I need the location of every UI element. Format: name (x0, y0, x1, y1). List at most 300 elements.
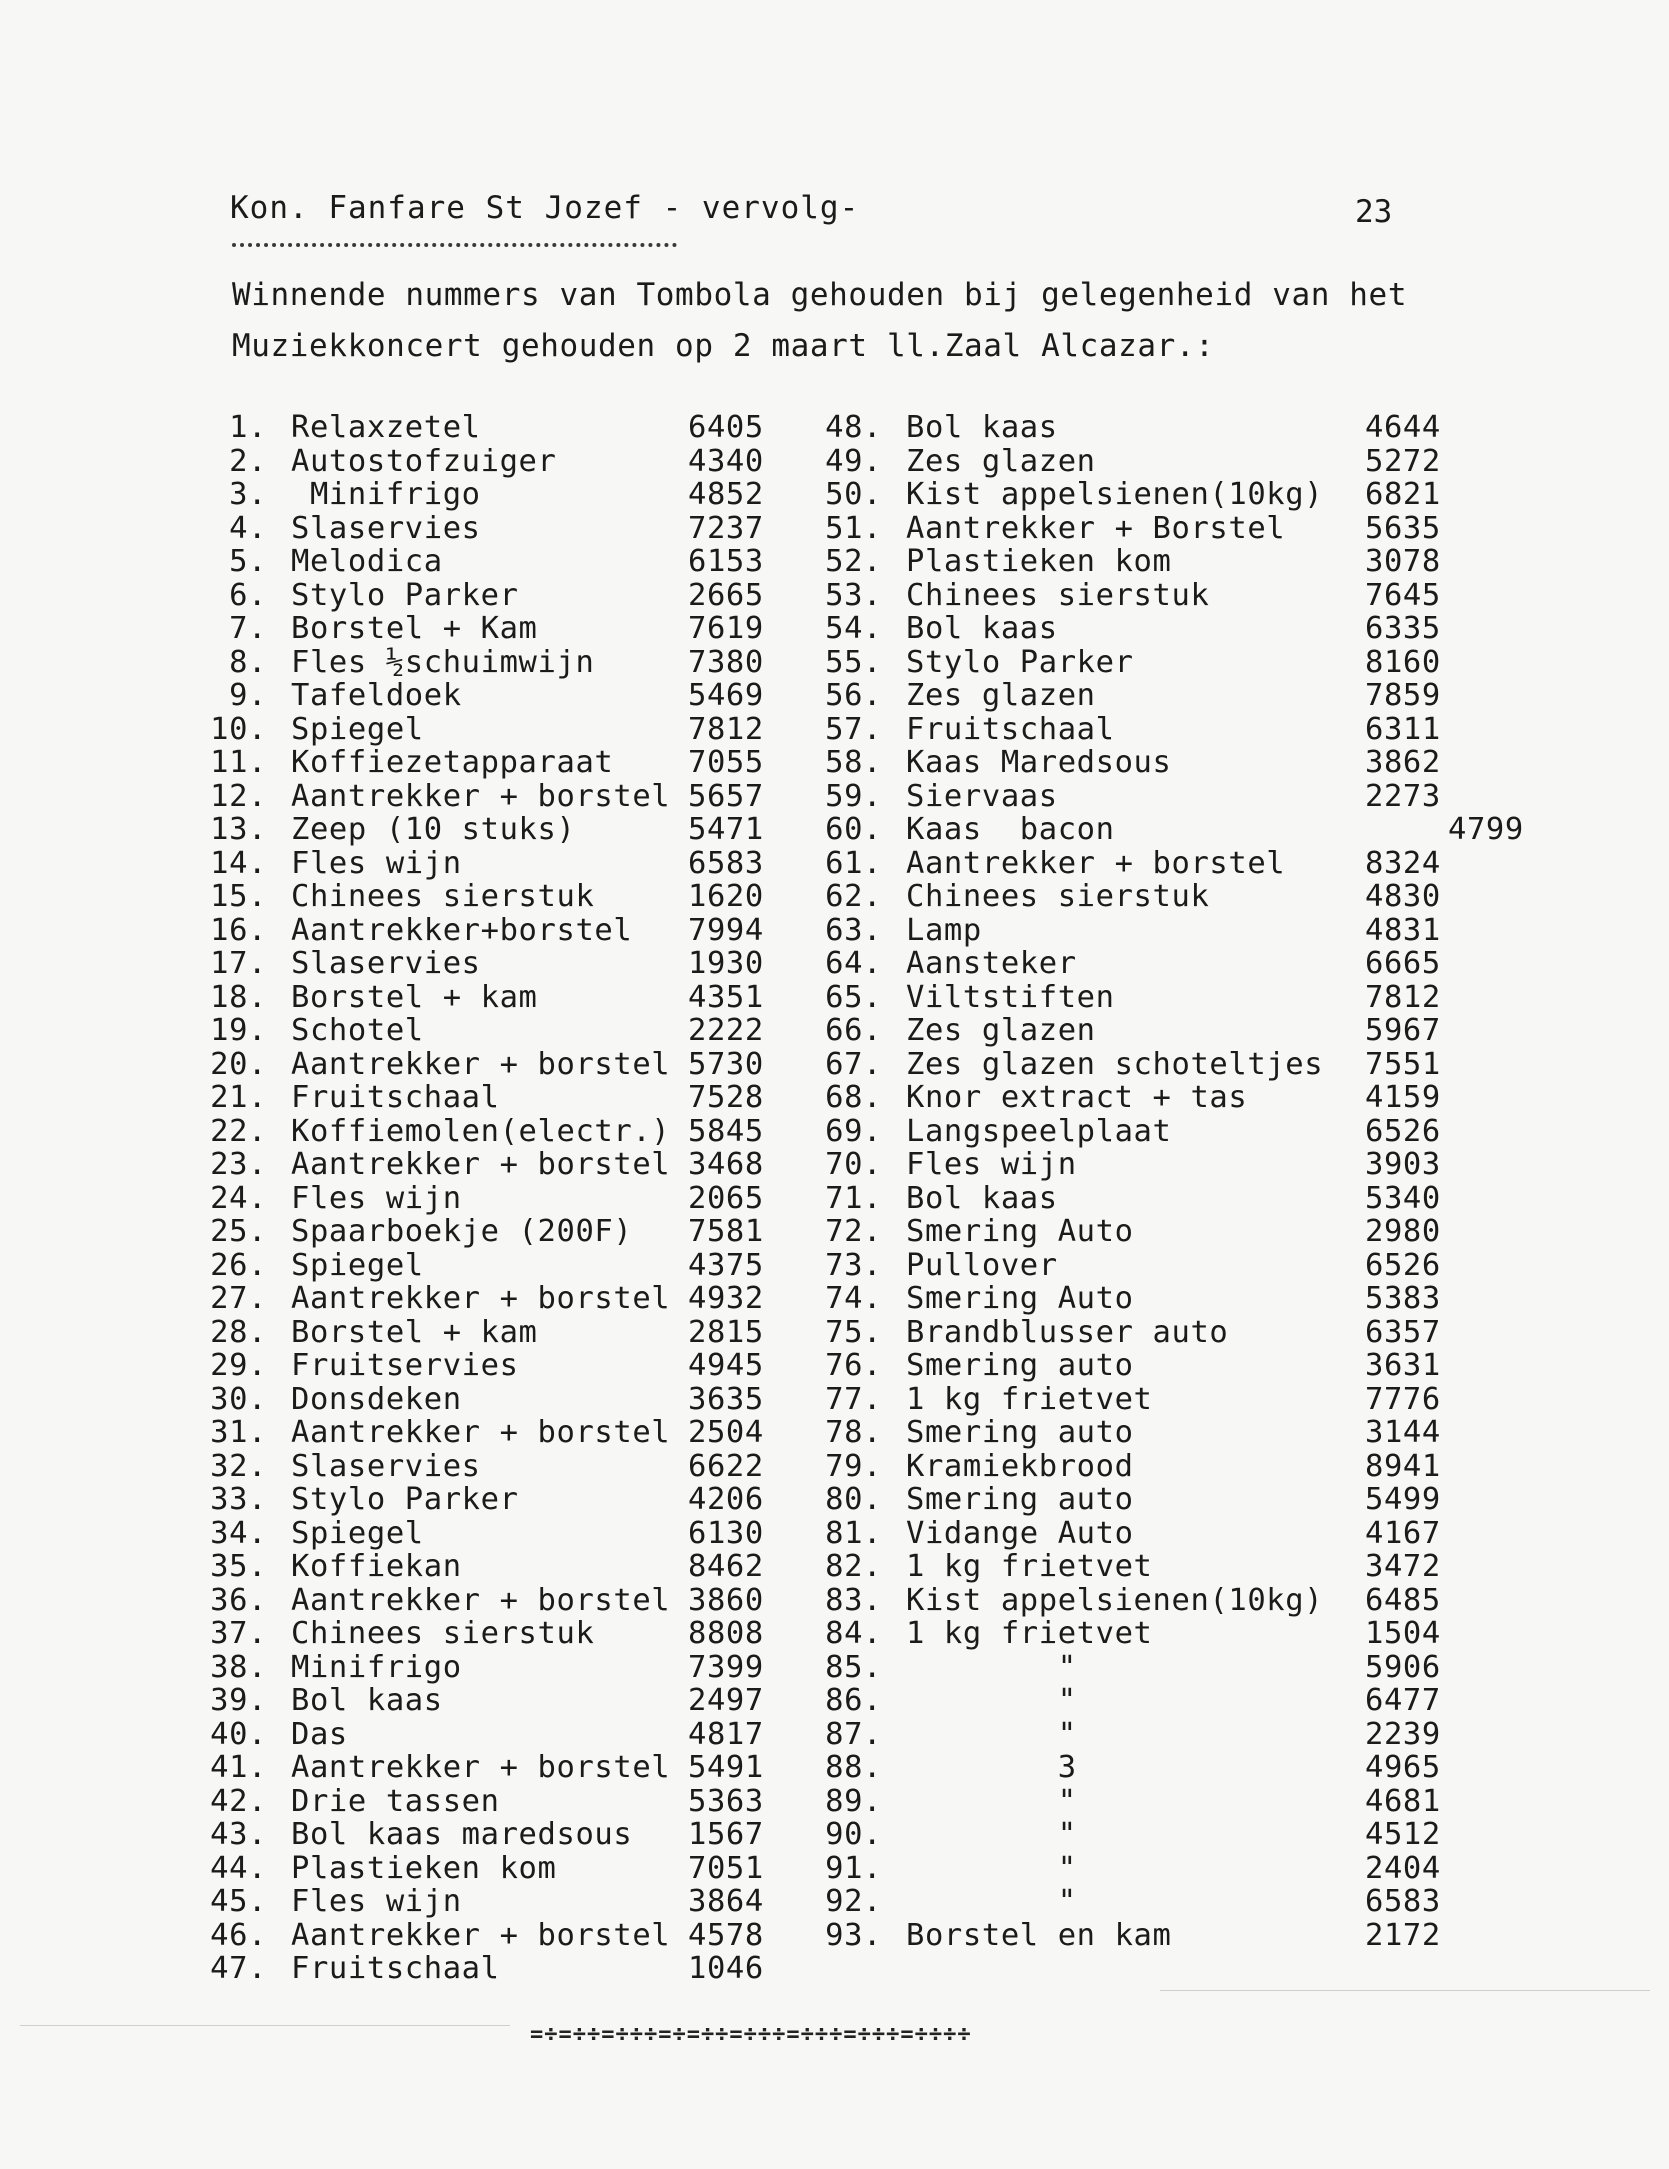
prize-name: Aantrekker + borstel (291, 778, 671, 814)
item-number: 22. (210, 1113, 267, 1149)
list-item (205, 512, 775, 546)
prize-name: Zes glazen (906, 678, 1096, 713)
prize-name: Slaservies (291, 510, 481, 546)
prize-name: " (906, 1683, 1077, 1718)
winning-number: 6821 (1365, 477, 1441, 512)
prize-name: Koffiekan (291, 1549, 462, 1584)
prize-name: Borstel en kam (906, 1917, 1172, 1953)
item-number: 52. (825, 544, 882, 579)
winning-number: 5272 (1365, 443, 1441, 479)
prize-name: Fles ½schuimwijn (291, 644, 595, 680)
list-item (822, 1316, 1542, 1350)
item-number: 47. (210, 1951, 267, 1986)
winning-number: 5469 (688, 678, 764, 713)
list-item (822, 1014, 1542, 1048)
list-item (205, 1785, 775, 1819)
prize-name: Aansteker (906, 946, 1077, 981)
item-number: 53. (825, 577, 882, 613)
winning-number: 5491 (688, 1750, 764, 1785)
winning-number: 4965 (1365, 1750, 1441, 1785)
intro-line-1: Winnende nummers van Tombola gehouden bij gelegenheid van het (232, 277, 1408, 313)
winning-number: 2172 (1365, 1917, 1441, 1953)
prize-name: " (906, 1649, 1077, 1685)
prize-name: Borstel + kam (291, 979, 538, 1015)
item-number: 89. (825, 1783, 882, 1819)
item-number: 20. (210, 1046, 267, 1082)
prize-name: Spiegel (291, 1515, 424, 1551)
item-number: 65. (825, 979, 882, 1015)
item-number: 13. (210, 812, 267, 847)
list-item (205, 1617, 775, 1651)
item-number: 63. (825, 912, 882, 948)
list-item (822, 1651, 1542, 1685)
item-number: 84. (825, 1616, 882, 1651)
item-number: 76. (825, 1348, 882, 1383)
list-item (205, 478, 775, 512)
list-item (822, 579, 1542, 613)
prize-name: Kramiekbrood (906, 1448, 1134, 1484)
prize-name: Chinees sierstuk (906, 879, 1210, 914)
list-item (205, 847, 775, 881)
winning-number: 2404 (1365, 1850, 1441, 1886)
winning-number: 3864 (688, 1884, 764, 1919)
list-item (205, 1282, 775, 1316)
prize-name: Kaas Maredsous (906, 745, 1172, 780)
list-item (205, 1048, 775, 1082)
winning-number: 7994 (688, 912, 764, 948)
winning-number: 1930 (688, 946, 764, 981)
prize-name: Drie tassen (291, 1783, 500, 1819)
winning-number: 7051 (688, 1850, 764, 1886)
winning-number: 7581 (688, 1214, 764, 1249)
prize-name: Aantrekker + borstel (291, 1917, 671, 1953)
item-number: 27. (210, 1281, 267, 1316)
winning-number: 5730 (688, 1046, 764, 1082)
list-item (822, 1785, 1542, 1819)
prize-name: Aantrekker + borstel (291, 1147, 671, 1182)
prize-name: 1 kg frietvet (906, 1381, 1153, 1417)
divider-left (20, 2025, 510, 2026)
prize-name: Borstel + kam (291, 1314, 538, 1350)
list-item (205, 545, 775, 579)
item-number: 15. (210, 879, 267, 914)
prize-name: Vidange Auto (906, 1515, 1134, 1551)
item-number: 37. (210, 1616, 267, 1651)
prize-name: Bol kaas (906, 410, 1058, 445)
list-item (205, 1148, 775, 1182)
list-item (822, 1919, 1542, 1953)
winning-number: 3472 (1365, 1549, 1441, 1584)
winning-number: 5657 (688, 778, 764, 814)
list-item (205, 1182, 775, 1216)
item-number: 44. (210, 1850, 267, 1886)
list-item (205, 1852, 775, 1886)
item-number: 57. (825, 711, 882, 747)
winning-number: 3860 (688, 1582, 764, 1618)
prize-name: " (906, 1817, 1077, 1852)
prize-name: " (906, 1884, 1077, 1919)
winning-number: 6526 (1365, 1247, 1441, 1283)
list-item (822, 1282, 1542, 1316)
winning-number: 2239 (1365, 1716, 1441, 1752)
item-number: 48. (825, 410, 882, 445)
winning-number: 7055 (688, 745, 764, 780)
winning-number: 4578 (688, 1917, 764, 1953)
prize-name: Zes glazen schoteltjes (906, 1046, 1324, 1082)
winning-number: 2665 (688, 577, 764, 613)
list-item (822, 1684, 1542, 1718)
list-item (822, 713, 1542, 747)
item-number: 79. (825, 1448, 882, 1484)
item-number: 14. (210, 845, 267, 881)
item-number: 55. (825, 644, 882, 680)
prize-name: Pullover (906, 1247, 1058, 1283)
list-item (822, 1081, 1542, 1115)
list-item (205, 1751, 775, 1785)
winning-number: 6153 (688, 544, 764, 579)
item-number: 17. (210, 946, 267, 981)
list-item (205, 813, 775, 847)
item-number: 70. (825, 1147, 882, 1182)
winners-list-left (205, 411, 775, 1986)
item-number: 34. (210, 1515, 267, 1551)
item-number: 62. (825, 879, 882, 914)
winning-number: 4830 (1365, 879, 1441, 914)
winning-number: 8808 (688, 1616, 764, 1651)
list-item (205, 679, 775, 713)
winning-number: 5383 (1365, 1281, 1441, 1316)
prize-name: Plastieken kom (906, 544, 1172, 579)
prize-name: Aantrekker+borstel (291, 912, 633, 948)
item-number: 87. (825, 1716, 882, 1752)
list-item (822, 1818, 1542, 1852)
item-number: 80. (825, 1482, 882, 1517)
winning-number: 4159 (1365, 1080, 1441, 1115)
winning-number: 4644 (1365, 410, 1441, 445)
item-number: 12. (210, 778, 267, 814)
winning-number: 6485 (1365, 1582, 1441, 1618)
item-number: 16. (210, 912, 267, 948)
winners-list-right (822, 411, 1542, 1952)
item-number: 6. (229, 577, 267, 613)
prize-name: Brandblusser auto (906, 1314, 1229, 1350)
prize-name: Zeep (10 stuks) (291, 812, 576, 847)
item-number: 66. (825, 1013, 882, 1048)
item-number: 32. (210, 1448, 267, 1484)
prize-name: 1 kg frietvet (906, 1616, 1153, 1651)
list-item (205, 1081, 775, 1115)
winning-number: 4681 (1365, 1783, 1441, 1819)
winning-number: 6665 (1365, 946, 1441, 981)
item-number: 42. (210, 1783, 267, 1819)
winning-number: 3078 (1365, 544, 1441, 579)
winning-number: 4351 (688, 979, 764, 1015)
list-item (822, 1249, 1542, 1283)
winning-number: 8941 (1365, 1448, 1441, 1484)
item-number: 3. (229, 477, 267, 512)
list-item (205, 1316, 775, 1350)
list-item (205, 1550, 775, 1584)
winning-number: 6526 (1365, 1113, 1441, 1149)
item-number: 38. (210, 1649, 267, 1685)
item-number: 28. (210, 1314, 267, 1350)
prize-name: Spaarboekje (200F) (291, 1214, 633, 1249)
list-item (822, 545, 1542, 579)
winning-number: 2273 (1365, 778, 1441, 814)
prize-name: Knor extract + tas (906, 1080, 1248, 1115)
list-item (822, 478, 1542, 512)
winning-number: 6311 (1365, 711, 1441, 747)
prize-name: Koffiemolen(electr.) (291, 1113, 671, 1149)
list-item (822, 646, 1542, 680)
prize-name: Borstel + Kam (291, 611, 538, 646)
prize-name: Aantrekker + borstel (291, 1582, 671, 1618)
item-number: 31. (210, 1415, 267, 1450)
item-number: 5. (229, 544, 267, 579)
list-item (822, 813, 1542, 847)
list-item (205, 612, 775, 646)
prize-name: Autostofzuiger (291, 443, 557, 479)
winning-number: 7859 (1365, 678, 1441, 713)
winning-number: 6405 (688, 410, 764, 445)
item-number: 50. (825, 477, 882, 512)
list-item (822, 1383, 1542, 1417)
prize-name: Spiegel (291, 1247, 424, 1283)
winning-number: 6130 (688, 1515, 764, 1551)
winning-number: 1567 (688, 1817, 764, 1852)
winning-number: 6583 (688, 845, 764, 881)
item-number: 30. (210, 1381, 267, 1417)
item-number: 10. (210, 711, 267, 747)
prize-name: Bol kaas (291, 1683, 443, 1718)
prize-name: Zes glazen (906, 1013, 1096, 1048)
winning-number: 7619 (688, 611, 764, 646)
winning-number: 1620 (688, 879, 764, 914)
list-item (822, 1718, 1542, 1752)
item-number: 36. (210, 1582, 267, 1618)
prize-name: Aantrekker + borstel (291, 1046, 671, 1082)
item-number: 54. (825, 611, 882, 646)
list-item (822, 1885, 1542, 1919)
item-number: 81. (825, 1515, 882, 1551)
winning-number: 2497 (688, 1683, 764, 1718)
list-item (822, 1048, 1542, 1082)
list-item (822, 512, 1542, 546)
prize-name: Bol kaas maredsous (291, 1817, 633, 1852)
item-number: 71. (825, 1180, 882, 1216)
item-number: 73. (825, 1247, 882, 1283)
list-item (205, 1215, 775, 1249)
item-number: 69. (825, 1113, 882, 1149)
item-number: 18. (210, 979, 267, 1015)
winning-number: 1504 (1365, 1616, 1441, 1651)
item-number: 49. (825, 443, 882, 479)
item-number: 4. (229, 510, 267, 546)
item-number: 43. (210, 1817, 267, 1852)
winning-number: 5967 (1365, 1013, 1441, 1048)
prize-name: Plastieken kom (291, 1850, 557, 1886)
prize-name: 3 (906, 1750, 1077, 1785)
list-item (822, 1483, 1542, 1517)
list-item (205, 646, 775, 680)
list-item (822, 880, 1542, 914)
winning-number: 6357 (1365, 1314, 1441, 1350)
winning-number: 5635 (1365, 510, 1441, 546)
winning-number: 1046 (688, 1951, 764, 1986)
list-item (822, 1416, 1542, 1450)
winning-number: 3862 (1365, 745, 1441, 780)
winning-number: 4932 (688, 1281, 764, 1316)
list-item (822, 780, 1542, 814)
prize-name: Slaservies (291, 1448, 481, 1484)
list-item (205, 1249, 775, 1283)
winning-number: 3631 (1365, 1348, 1441, 1383)
list-item (822, 1182, 1542, 1216)
item-number: 83. (825, 1582, 882, 1618)
item-number: 61. (825, 845, 882, 881)
item-number: 25. (210, 1214, 267, 1249)
item-number: 26. (210, 1247, 267, 1283)
list-item (205, 746, 775, 780)
winning-number: 7645 (1365, 577, 1441, 613)
prize-name: Minifrigo (291, 1649, 462, 1685)
list-item (205, 1718, 775, 1752)
item-number: 11. (210, 745, 267, 780)
item-number: 91. (825, 1850, 882, 1886)
prize-name: Aantrekker + borstel (291, 1415, 671, 1450)
list-item (205, 914, 775, 948)
item-number: 86. (825, 1683, 882, 1718)
item-number: 41. (210, 1750, 267, 1785)
prize-name: Fles wijn (291, 845, 462, 881)
prize-name: Smering auto (906, 1415, 1134, 1450)
list-item (822, 612, 1542, 646)
list-item (822, 1584, 1542, 1618)
prize-name: Bol kaas (906, 611, 1058, 646)
prize-name: Koffiezetapparaat (291, 745, 614, 780)
prize-name: Schotel (291, 1013, 424, 1048)
item-number: 46. (210, 1917, 267, 1953)
list-item (205, 1952, 775, 1986)
prize-name: Kaas bacon (906, 812, 1115, 847)
winning-number: 4831 (1365, 912, 1441, 948)
list-item (205, 1450, 775, 1484)
prize-name: Melodica (291, 544, 443, 579)
winning-number: 7380 (688, 644, 764, 680)
prize-name: Fruitservies (291, 1348, 519, 1383)
item-number: 51. (825, 510, 882, 546)
winning-number: 6583 (1365, 1884, 1441, 1919)
winning-number: 5906 (1365, 1649, 1441, 1685)
winning-number: 2504 (688, 1415, 764, 1450)
prize-name: Fruitschaal (906, 711, 1115, 747)
winning-number: 4512 (1365, 1817, 1441, 1852)
item-number: 45. (210, 1884, 267, 1919)
prize-name: Tafeldoek (291, 678, 462, 713)
winning-number: 7812 (688, 711, 764, 747)
item-number: 90. (825, 1817, 882, 1852)
winning-number: 4852 (688, 477, 764, 512)
winning-number: 2222 (688, 1013, 764, 1048)
list-item (205, 579, 775, 613)
header-underline (232, 243, 677, 247)
list-item (822, 746, 1542, 780)
prize-name: Fles wijn (291, 1884, 462, 1919)
prize-name: " (906, 1716, 1077, 1752)
list-item (205, 880, 775, 914)
prize-name: Kist appelsienen(10kg) (906, 1582, 1324, 1618)
list-item (205, 411, 775, 445)
winning-number: 7237 (688, 510, 764, 546)
list-item (822, 679, 1542, 713)
item-number: 93. (825, 1917, 882, 1953)
list-item (205, 1651, 775, 1685)
prize-name: Spiegel (291, 711, 424, 747)
winning-number: 5499 (1365, 1482, 1441, 1517)
list-item (822, 1349, 1542, 1383)
prize-name: Langspeelplaat (906, 1113, 1172, 1149)
prize-name: 1 kg frietvet (906, 1549, 1153, 1584)
list-item (205, 1349, 775, 1383)
winning-number: 4167 (1365, 1515, 1441, 1551)
prize-name: Fles wijn (906, 1147, 1077, 1182)
item-number: 77. (825, 1381, 882, 1417)
list-item (205, 1818, 775, 1852)
list-item (205, 981, 775, 1015)
winning-number: 7812 (1365, 979, 1441, 1015)
list-item (822, 914, 1542, 948)
list-item (205, 713, 775, 747)
list-item (822, 1550, 1542, 1584)
item-number: 60. (825, 812, 882, 847)
footer-ornament: =÷=÷÷=÷÷÷=÷=÷÷=÷÷÷=÷÷÷=÷÷÷=÷÷÷÷ (530, 2022, 972, 2047)
prize-name: " (906, 1850, 1077, 1886)
winning-number: 3635 (688, 1381, 764, 1417)
prize-name: Stylo Parker (906, 644, 1134, 680)
intro-line-2: Muziekkoncert gehouden op 2 maart ll.Zaal Alcazar.: (232, 328, 1215, 364)
item-number: 56. (825, 678, 882, 713)
winning-number: 8324 (1365, 845, 1441, 881)
list-item (822, 1751, 1542, 1785)
winning-number: 4817 (688, 1716, 764, 1752)
item-number: 2. (229, 443, 267, 479)
item-number: 59. (825, 778, 882, 814)
item-number: 92. (825, 1884, 882, 1919)
prize-name: Chinees sierstuk (291, 879, 595, 914)
prize-name: Smering auto (906, 1482, 1134, 1517)
prize-name: Zes glazen (906, 443, 1096, 479)
item-number: 85. (825, 1649, 882, 1685)
divider-right (1160, 1990, 1650, 1991)
item-number: 24. (210, 1180, 267, 1216)
list-item (205, 1684, 775, 1718)
winning-number: 3468 (688, 1147, 764, 1182)
list-item (205, 445, 775, 479)
item-number: 29. (210, 1348, 267, 1383)
list-item (822, 1115, 1542, 1149)
prize-name: Aantrekker + borstel (291, 1281, 671, 1316)
item-number: 9. (229, 678, 267, 713)
header-title: Kon. Fanfare St Jozef - vervolg- (230, 190, 860, 226)
winning-number: 8160 (1365, 644, 1441, 680)
prize-name: Minifrigo (291, 477, 481, 512)
item-number: 75. (825, 1314, 882, 1350)
winning-number: 5340 (1365, 1180, 1441, 1216)
item-number: 23. (210, 1147, 267, 1182)
item-number: 7. (229, 611, 267, 646)
winning-number: 5471 (688, 812, 764, 847)
winning-number: 3903 (1365, 1147, 1441, 1182)
